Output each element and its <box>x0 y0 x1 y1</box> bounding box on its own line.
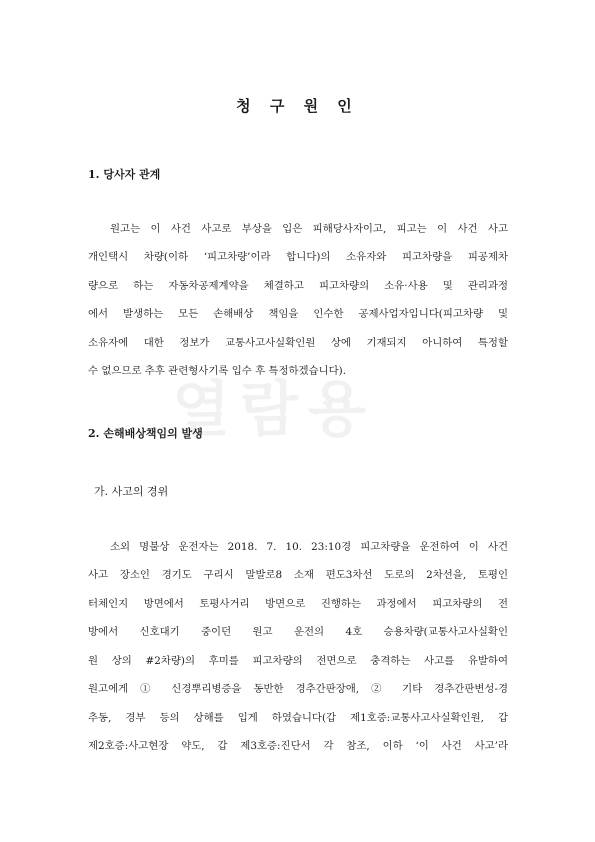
paragraph-line: 원고는 이 사건 사고로 부상을 입은 피해당사자이고, 피고는 이 사건 사고 <box>110 223 508 235</box>
paragraph-line: 량으로 하는 자동차공제계약을 체결하고 피고차량의 소유·사용 및 관리과정 <box>88 280 508 292</box>
section-1-heading: 1. 당사자 관계 <box>88 168 161 181</box>
watermark: 열람용 <box>172 375 376 445</box>
paragraph-line: 소외 명불상 운전자는 2018. 7. 10. 23:10경 피고차량을 운전하여 이 사건 <box>110 541 508 553</box>
paragraph-line: 터체인지 방면에서 토평사거리 방면으로 진행하는 과정에서 피고차량의 전 <box>88 598 508 610</box>
paragraph-line: 사고 장소인 경기도 구리시 말발로8 소재 편도3차선 도로의 2차선을, 토평인 <box>88 569 508 581</box>
paragraph-line: 추동, 경부 등의 상해를 입게 하였습니다(갑 제1호증:교통사고사실확인원, 갑 <box>88 712 508 724</box>
paragraph-line: 제2호증:사고현장 약도, 갑 제3호증:진단서 각 참조, 이하 ‘이 사건 사고’라 <box>88 740 508 752</box>
paragraph-line: 방에서 신호대기 중이던 원고 운전의 4호 승용차량(교통사고사실확인 <box>88 626 508 638</box>
paragraph-line: 소유자에 대한 정보가 교통사고사실확인원 상에 기재되지 아니하여 특정할 <box>88 337 508 349</box>
section-2-subheading: 가. 사고의 경위 <box>94 485 169 498</box>
paragraph-line: 에서 발생하는 모든 손해배상 책임을 인수한 공제사업자입니다(피고차량 및 <box>88 308 508 320</box>
paragraph-line: 개인택시 차량(이하 ‘피고차량’이라 합니다)의 소유자와 피고차량을 피공제차 <box>88 251 508 263</box>
paragraph-line: 수 없으므로 추후 관련형사기록 입수 후 특정하겠습니다). <box>88 365 347 377</box>
page-title: 청 구 원 인 <box>236 97 359 115</box>
section-2-heading: 2. 손해배상책임의 발생 <box>88 427 203 440</box>
paragraph-line: 원 상의 #2차량)의 후미를 피고차량의 전면으로 충격하는 사고를 유발하여 <box>88 655 508 667</box>
paragraph-line: 원고에게 ① 신경뿌리병증을 동반한 경추간판장애, ② 기타 경추간판변성-경 <box>88 683 508 695</box>
